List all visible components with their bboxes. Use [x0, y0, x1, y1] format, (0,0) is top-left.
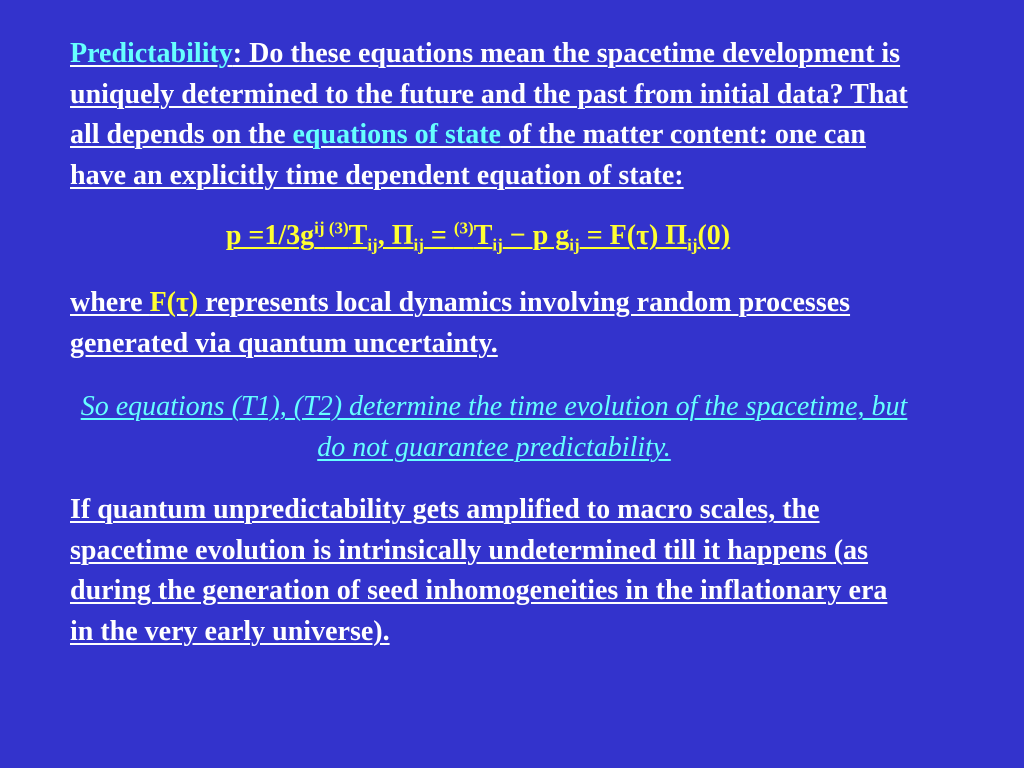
- predictability-paragraph: [70, 34, 910, 196]
- eq-sup-3b: (3): [453, 218, 474, 238]
- eq-sub-ij4: ij: [569, 235, 580, 255]
- eq-t2: T: [473, 220, 493, 251]
- predictability-text-a: : Do these equations mean the spacetime development is uniquely determined to the future and the past from initial data? That all depends on the: [70, 38, 908, 150]
- predictability-note: So equations (T1), (T2) determine the time evolution of the spacetime, but do not guarantee predictability.: [80, 391, 908, 463]
- eq-sub-ij3: ij: [492, 235, 503, 255]
- eq-p-part: p =1/3g: [225, 220, 315, 251]
- eq-sub-ij1: ij: [367, 235, 378, 255]
- eq-sup-3a: (3): [324, 218, 349, 238]
- eq-sub-ij2: ij: [413, 235, 424, 255]
- f-tau-term: F(τ): [149, 287, 199, 318]
- eq-end-part: (0): [697, 220, 731, 251]
- eq-f-part: = F(τ) Π: [579, 220, 688, 251]
- where-paragraph: [70, 283, 910, 364]
- predictability-text-b: of the matter content: one can have an explicitly time dependent equation of state:: [70, 119, 866, 191]
- eq-t1: T: [348, 220, 368, 251]
- eq-sub-ij5: ij: [687, 235, 698, 255]
- predictability-term: Predictability: [70, 38, 233, 69]
- eq-pi-part: , Π: [377, 220, 414, 251]
- slide-content: [70, 34, 910, 652]
- eq-sup-ij: ij: [314, 218, 325, 238]
- equations-of-state-term: equations of state: [292, 119, 501, 150]
- where-text-a: where: [70, 287, 150, 318]
- where-text-b: represents local dynamics involving random processes generated via quantum uncertainty.: [70, 287, 851, 359]
- eq-equals-part: =: [423, 220, 454, 251]
- quantum-paragraph: If quantum unpredictability gets amplified to macro scales, the spacetime evolution is intrinsically undetermined till it happens (as during the generation of seed inhomogeneities in the inflationary era in the very early universe).: [70, 494, 888, 647]
- eq-minus-part: − p g: [502, 220, 570, 251]
- equation-of-state-formula: [70, 216, 910, 256]
